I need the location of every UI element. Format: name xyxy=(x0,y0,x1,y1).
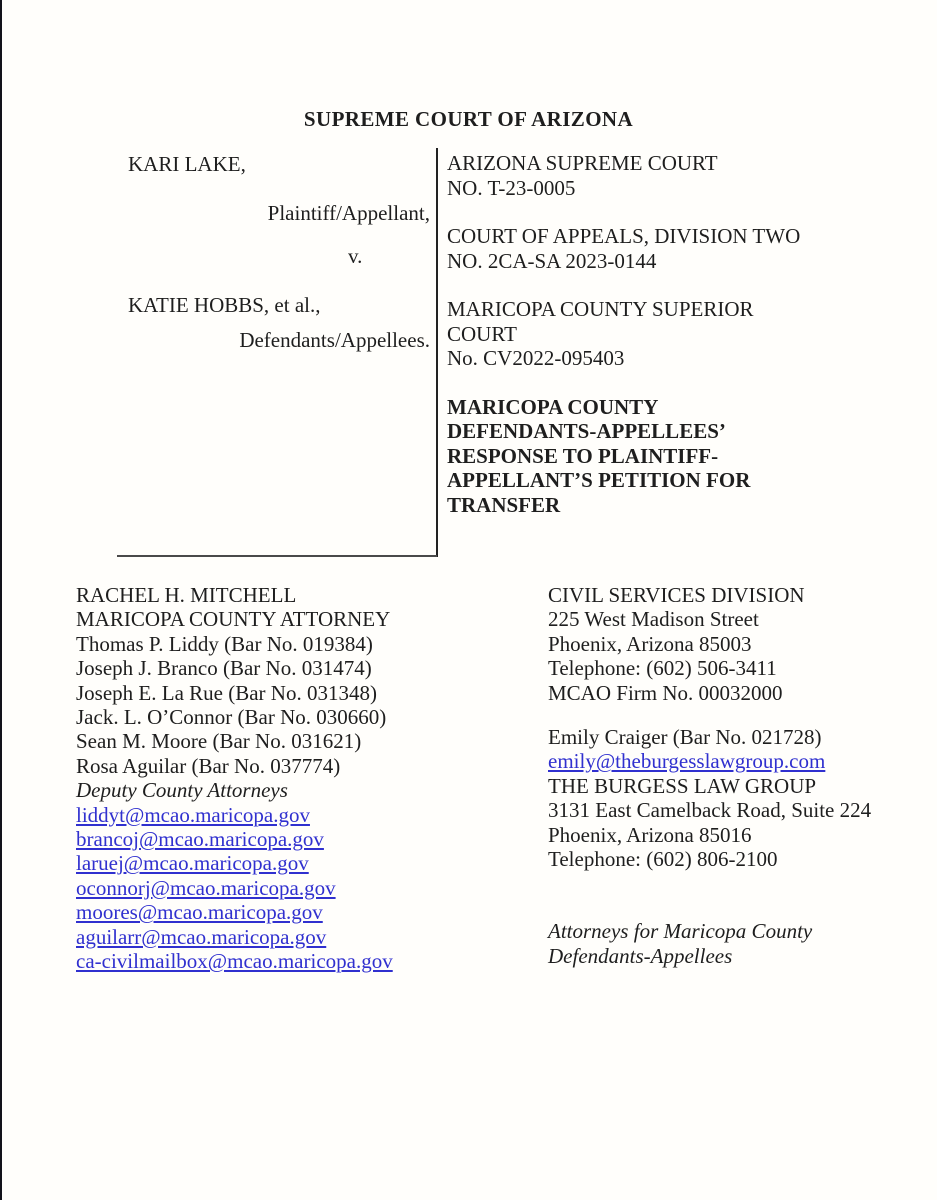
document-title-line: MARICOPA COUNTY xyxy=(447,394,659,419)
case-number-block-supreme xyxy=(447,151,867,200)
email-link[interactable]: aguilarr@mcao.maricopa.gov xyxy=(76,924,327,949)
email-link[interactable]: oconnorj@mcao.maricopa.gov xyxy=(76,875,336,900)
counsel-left-block xyxy=(76,583,506,974)
firm-line: THE BURGESS LAW GROUP xyxy=(548,773,817,798)
caption-plaintiff-role: Plaintiff/Appellant, xyxy=(267,201,430,225)
case-number-line: MARICOPA COUNTY SUPERIOR xyxy=(447,297,754,321)
firm-line: Telephone: (602) 806-2100 xyxy=(548,847,778,872)
email-link[interactable]: brancoj@mcao.maricopa.gov xyxy=(76,827,324,852)
caption-case-info xyxy=(447,151,867,541)
counsel-name-line: Rosa Aguilar (Bar No. 037774) xyxy=(76,753,341,778)
spacer xyxy=(548,871,928,919)
page-edge-right xyxy=(0,0,2,330)
caption-defendant-name: KATIE HOBBS, et al., xyxy=(128,293,321,317)
document-title-line: RESPONSE TO PLAINTIFF- xyxy=(447,443,719,468)
caption-versus: v. xyxy=(348,244,363,268)
caption-defendant-role: Defendants/Appellees. xyxy=(239,328,430,352)
counsel-name-line: MARICOPA COUNTY ATTORNEY xyxy=(76,607,391,632)
email-link[interactable]: ca-civilmailbox@mcao.maricopa.gov xyxy=(76,949,393,974)
caption-plaintiff-name: KARI LAKE, xyxy=(128,152,246,176)
counsel-name-line: Joseph E. La Rue (Bar No. 031348) xyxy=(76,680,377,705)
case-number-line: No. CV2022-095403 xyxy=(447,346,625,370)
counsel-name-line: Emily Craiger (Bar No. 021728) xyxy=(548,725,822,750)
counsel-name-line: Joseph J. Branco (Bar No. 031474) xyxy=(76,656,372,681)
case-number-block-appeals xyxy=(447,224,867,273)
caption-rule-horizontal xyxy=(117,555,437,557)
page-title: SUPREME COURT OF ARIZONA xyxy=(303,107,634,131)
document-title xyxy=(447,395,867,518)
document-title-line: APPELLANT’S PETITION FOR xyxy=(447,468,751,492)
firm-line: 3131 East Camelback Road, Suite 224 xyxy=(548,798,872,823)
email-link[interactable]: liddyt@mcao.maricopa.gov xyxy=(76,802,310,827)
document-title-line: DEFENDANTS-APPELLEES’ xyxy=(447,419,726,443)
email-link[interactable]: emily@theburgesslawgroup.com xyxy=(548,749,826,774)
case-number-line: ARIZONA SUPREME COURT xyxy=(447,151,718,175)
spacer xyxy=(548,705,928,725)
email-link[interactable]: laruej@mcao.maricopa.gov xyxy=(76,851,309,876)
counsel-name-line: Jack. L. O’Connor (Bar No. 030660) xyxy=(76,705,387,730)
counsel-name-line: Sean M. Moore (Bar No. 031621) xyxy=(76,729,362,754)
counsel-name-line: Thomas P. Liddy (Bar No. 019384) xyxy=(76,631,373,656)
signature-line: Defendants-Appellees xyxy=(548,943,733,968)
case-number-line: COURT OF APPEALS, DIVISION TWO xyxy=(447,224,801,248)
division-line: Telephone: (602) 506-3411 xyxy=(548,656,777,681)
case-number-line: NO. T-23-0005 xyxy=(447,175,576,200)
document-title-line: TRANSFER xyxy=(447,492,561,517)
email-link[interactable]: moores@mcao.maricopa.gov xyxy=(76,900,323,925)
case-number-line: COURT xyxy=(447,321,517,346)
caption-divider-vertical xyxy=(436,148,438,557)
case-number-line: NO. 2CA-SA 2023-0144 xyxy=(447,248,657,273)
counsel-role-line: Deputy County Attorneys xyxy=(76,778,288,803)
division-line: MCAO Firm No. 00032000 xyxy=(548,680,783,705)
signature-line: Attorneys for Maricopa County xyxy=(548,919,813,944)
firm-line: Phoenix, Arizona 85016 xyxy=(548,822,752,847)
division-line: CIVIL SERVICES DIVISION xyxy=(548,583,805,607)
division-line: Phoenix, Arizona 85003 xyxy=(548,631,752,656)
division-line: 225 West Madison Street xyxy=(548,607,759,632)
counsel-right-block xyxy=(548,583,928,968)
counsel-name-line: RACHEL H. MITCHELL xyxy=(76,583,297,607)
case-number-block-superior xyxy=(447,297,867,371)
